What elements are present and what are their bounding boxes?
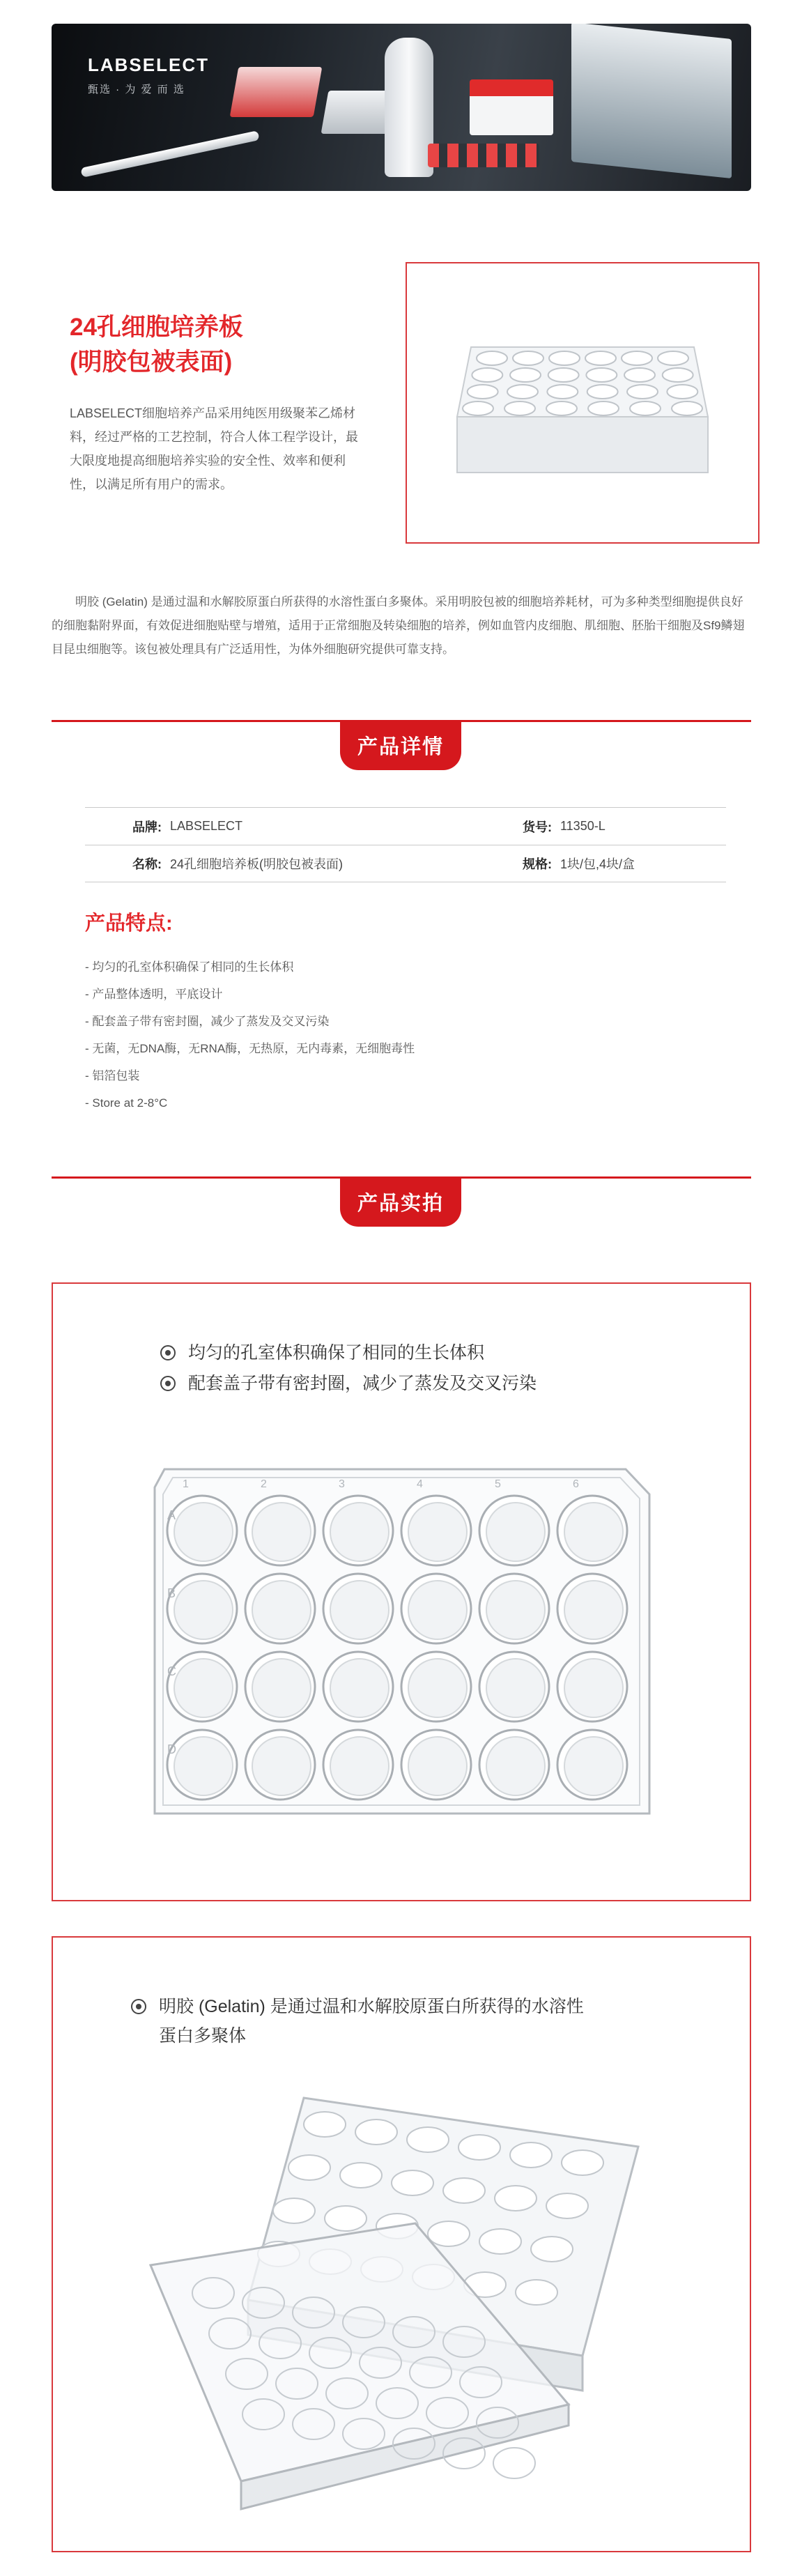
well-inner [486, 1581, 545, 1639]
tube-rack-image [385, 38, 433, 177]
well-inner [174, 1581, 233, 1639]
features-list [85, 953, 415, 1117]
spec-row [85, 807, 726, 845]
feature-item: - Store at 2-8°C [85, 1096, 168, 1110]
feature-item: - 配套盖子带有密封圈，减少了蒸发及交叉污染 [85, 1015, 330, 1028]
well-inner [408, 1659, 467, 1717]
panel-caption-text: 明胶 (Gelatin) 是通过温和水解胶原蛋白所获得的水溶性 [159, 1997, 584, 2016]
spec-pack-label: 规格: [523, 857, 552, 871]
bullet-circle-icon [160, 1345, 176, 1360]
well-inner [174, 1659, 233, 1717]
well [495, 2186, 537, 2211]
well-inner [564, 1581, 623, 1639]
panel-caption-text: 配套盖子带有密封圈，减少了蒸发及交叉污染 [188, 1374, 537, 1393]
well-inner [408, 1737, 467, 1795]
well [325, 2206, 367, 2231]
photo-panel-top-view [52, 1282, 751, 1901]
well-inner [252, 1659, 311, 1717]
well [667, 385, 697, 399]
well [548, 368, 579, 382]
section-badge-details: 产品详情 [340, 720, 461, 770]
plate-top-view-image [152, 1466, 652, 1816]
cryo-tubes-image [428, 144, 539, 167]
spec-table [85, 807, 726, 882]
spec-sku-value: 11350-L [560, 819, 606, 833]
well-inner [486, 1737, 545, 1795]
row-label: B [167, 1586, 176, 1600]
hero-banner [52, 24, 751, 191]
well [507, 385, 538, 399]
well-inner [564, 1659, 623, 1717]
product-image-frame [406, 262, 759, 544]
col-label: 1 [183, 1478, 189, 1490]
well-inner [252, 1737, 311, 1795]
product-description: 明胶 (Gelatin) 是通过温和水解胶原蛋白所获得的水溶性蛋白多聚体。采用明胶包被的细胞培养耗材，可为多种类型细胞提供良好的细胞黏附界面，有效促进细胞贴壁与增殖，适用于正常细胞及转染细胞的培养，例如血管内皮细胞、肌细胞、胚胎干细胞及Sf9鳞翅目昆虫细胞等。该包被处理具有广泛适用性，为体外细胞研究提供可靠支持。 [52, 595, 745, 656]
well-inner [330, 1581, 389, 1639]
well [288, 2155, 330, 2180]
spec-name-value: 24孔细胞培养板(明胶包被表面) [170, 857, 344, 871]
well [587, 385, 618, 399]
tube-box-image [470, 79, 553, 135]
well-inner [174, 1503, 233, 1561]
well-inner [564, 1503, 623, 1561]
storage-box-image [571, 24, 732, 178]
plate-perspective-image [443, 305, 722, 500]
well [443, 2178, 485, 2203]
well [627, 385, 658, 399]
well [624, 368, 655, 382]
well [504, 401, 535, 415]
col-label: 3 [339, 1478, 345, 1490]
well-inner [330, 1503, 389, 1561]
well [658, 351, 688, 365]
well [546, 2193, 588, 2218]
feature-item: - 均匀的孔室体积确保了相同的生长体积 [85, 960, 294, 974]
spec-sku-label: 货号: [523, 820, 552, 834]
well [479, 2229, 521, 2254]
well [547, 385, 578, 399]
spec-brand-value: LABSELECT [170, 819, 243, 833]
well [355, 2119, 397, 2145]
well-inner [486, 1503, 545, 1561]
photo-panel-angled-view [52, 1936, 751, 2552]
feature-item: - 产品整体透明，平底设计 [85, 988, 223, 1001]
spec-brand-label: 品牌: [132, 820, 162, 834]
well [463, 401, 493, 415]
well [585, 351, 616, 365]
spec-name-label: 名称: [132, 857, 162, 871]
plate-with-lid-image [137, 2091, 666, 2523]
well [407, 2127, 449, 2152]
col-label: 5 [495, 1478, 501, 1490]
well [672, 401, 702, 415]
bullet-circle-icon [160, 1376, 176, 1391]
well-inner [330, 1737, 389, 1795]
well-inner [408, 1581, 467, 1639]
row-label: D [167, 1742, 176, 1756]
well [510, 368, 541, 382]
well [513, 351, 543, 365]
row-label: C [167, 1664, 176, 1678]
well-inner [252, 1503, 311, 1561]
well [562, 2150, 603, 2175]
well [549, 351, 580, 365]
well [531, 2237, 573, 2262]
well [273, 2198, 315, 2223]
lid-ring [493, 2448, 535, 2478]
panel-caption [131, 1993, 584, 2020]
well [477, 351, 507, 365]
col-label: 6 [573, 1478, 579, 1490]
section-badge-photos: 产品实拍 [340, 1176, 461, 1227]
well [630, 401, 661, 415]
well-inner [408, 1503, 467, 1561]
panel-caption [160, 1340, 484, 1366]
well [468, 385, 498, 399]
panel-caption [159, 2023, 246, 2049]
feature-item: - 无菌，无DNA酶，无RNA酶，无热原，无内毒素，无细胞毒性 [85, 1042, 415, 1055]
well [428, 2221, 470, 2246]
col-label: 2 [261, 1478, 267, 1490]
col-label: 4 [417, 1478, 423, 1490]
bullet-circle-icon [131, 1999, 146, 2014]
brand-name: LABSELECT [88, 54, 209, 75]
well [510, 2142, 552, 2168]
spec-row [85, 845, 726, 882]
well-inner [486, 1659, 545, 1717]
well [472, 368, 502, 382]
well [516, 2280, 557, 2305]
well [392, 2170, 433, 2195]
panel-caption-text: 蛋白多聚体 [159, 2026, 247, 2046]
pipette-image [80, 130, 259, 178]
well [586, 368, 617, 382]
well [663, 368, 693, 382]
features-title: 产品特点: [85, 912, 173, 935]
well [546, 401, 577, 415]
well-inner [174, 1737, 233, 1795]
well-inner [252, 1581, 311, 1639]
well-inner [564, 1737, 623, 1795]
well [304, 2112, 346, 2137]
pipette-tip-box-image [230, 67, 323, 117]
well [340, 2163, 382, 2188]
spec-pack-value: 1块/包,4块/盒 [560, 857, 635, 871]
row-label: A [167, 1508, 176, 1522]
product-title: 24孔细胞培养板 (明胶包被表面) [70, 314, 243, 376]
feature-item: - 铝箔包装 [85, 1069, 140, 1082]
panel-caption [160, 1370, 537, 1397]
brand-logo [88, 54, 209, 96]
panel-caption-text: 均匀的孔室体积确保了相同的生长体积 [188, 1343, 485, 1363]
well-inner [330, 1659, 389, 1717]
product-intro: LABSELECT细胞培养产品采用纯医用级聚苯乙烯材料，经过严格的工艺控制，符合人体工程学设计，最大限度地提高细胞培养实验的安全性、效率和便利性，以满足所有用户的需求。 [70, 406, 358, 491]
well [622, 351, 652, 365]
well [588, 401, 619, 415]
well [458, 2135, 500, 2160]
brand-tagline: 甄选 · 为 爱 而 选 [88, 84, 185, 95]
